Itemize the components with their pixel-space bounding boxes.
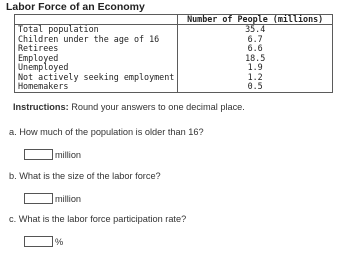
answer-c-unit: % [55, 236, 64, 247]
row-label: Homemakers [15, 82, 178, 92]
row-value: 18.5 [178, 54, 333, 64]
row-label: Not actively seeking employment [15, 73, 178, 83]
answer-a-unit: million [55, 149, 82, 160]
row-label: Total population [15, 25, 178, 35]
row-value: 6.7 [178, 35, 333, 45]
answer-row-a [24, 149, 81, 160]
labor-force-table [14, 14, 333, 93]
answer-c-input[interactable] [24, 236, 53, 247]
row-label: Children under the age of 16 [15, 35, 178, 45]
row-value: 6.6 [178, 44, 333, 54]
page-title: Labor Force of an Economy [6, 1, 145, 13]
table-row [15, 82, 333, 92]
answer-b-unit: million [55, 193, 82, 204]
answer-row-c [24, 236, 63, 247]
row-value: 1.2 [178, 73, 333, 83]
instructions-text: Round your answers to one decimal place. [68, 102, 245, 112]
header-value-cell: Number of People (millions) [178, 15, 333, 25]
instructions [13, 102, 245, 112]
table-row [15, 44, 333, 54]
row-value: 0.5 [178, 82, 333, 92]
answer-row-b [24, 193, 81, 204]
row-label: Retirees [15, 44, 178, 54]
row-label: Employed [15, 54, 178, 64]
instructions-label: Instructions: [13, 102, 69, 112]
answer-b-input[interactable] [24, 193, 53, 204]
answer-a-input[interactable] [24, 149, 53, 160]
row-value: 1.9 [178, 63, 333, 73]
table-header-row [15, 15, 333, 25]
question-a: a. How much of the population is older than 16? [9, 127, 204, 137]
question-c: c. What is the labor force participation rate? [9, 214, 187, 224]
row-value: 35.4 [178, 25, 333, 35]
question-b: b. What is the size of the labor force? [9, 171, 161, 181]
header-label-cell [15, 15, 178, 25]
row-label: Unemployed [15, 63, 178, 73]
table-row [15, 35, 333, 45]
